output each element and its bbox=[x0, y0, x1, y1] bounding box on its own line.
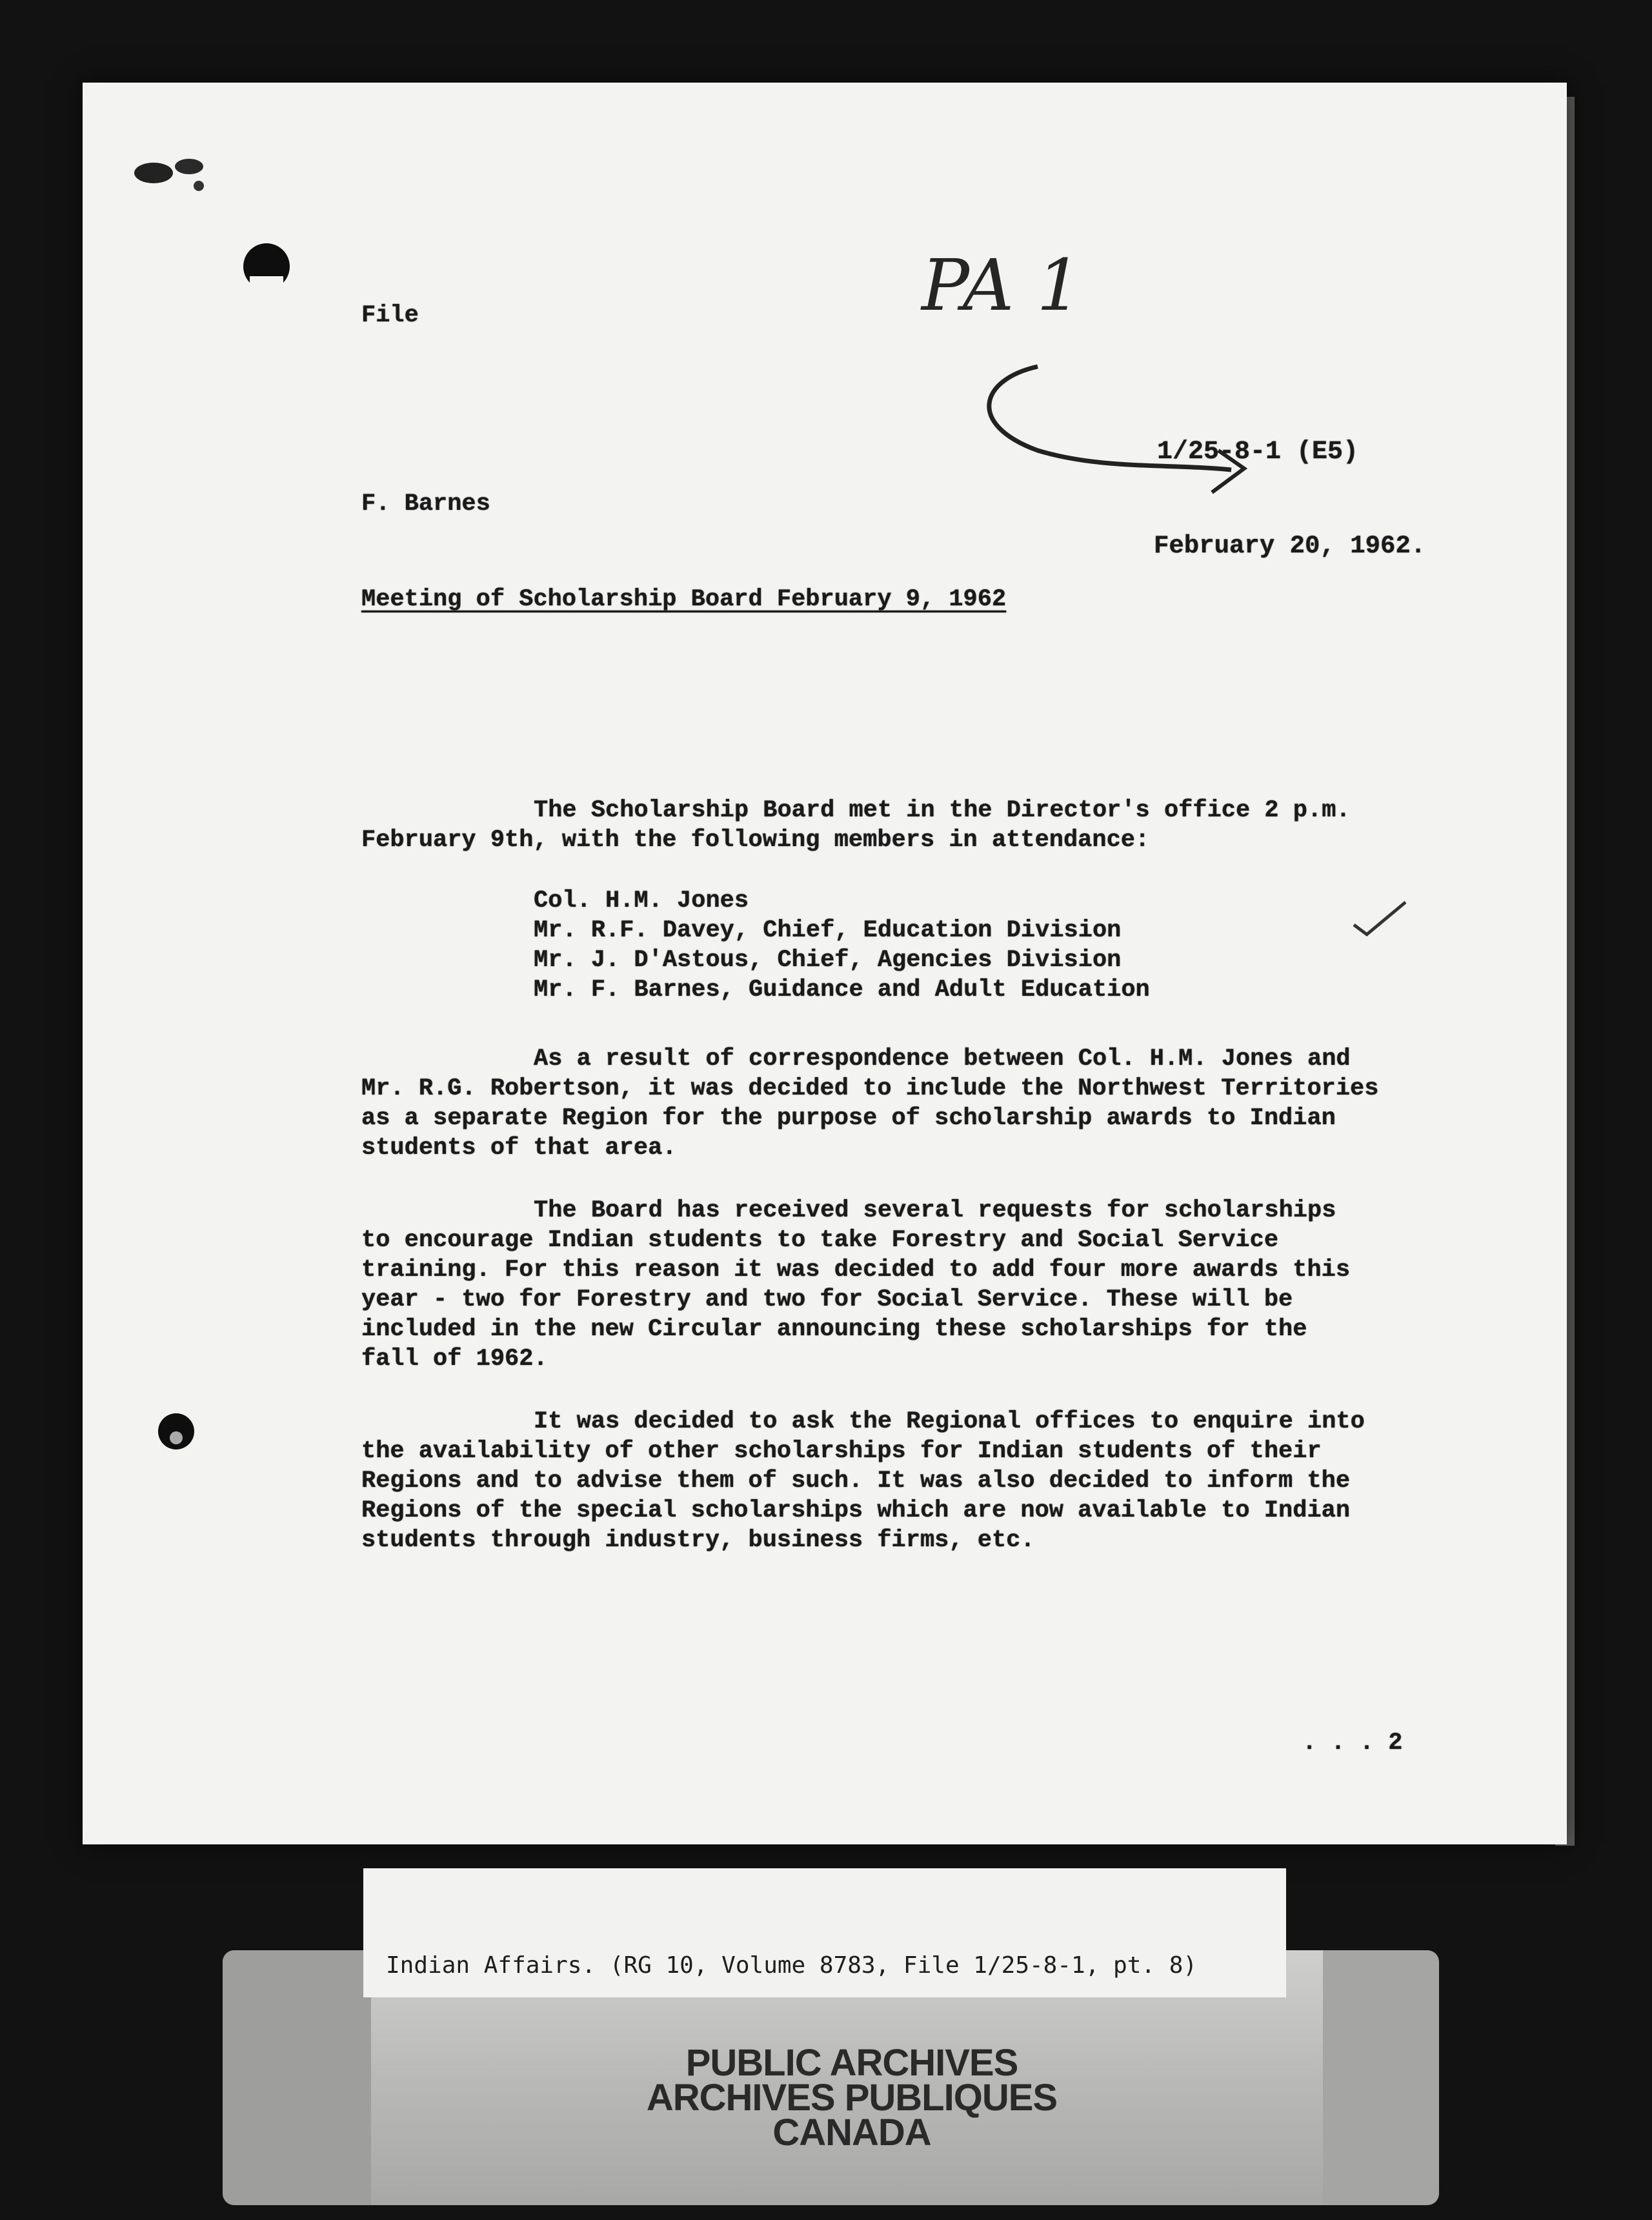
paragraph-3-line: fall of 1962. bbox=[361, 1346, 548, 1373]
memo-page bbox=[83, 83, 1567, 1844]
public-archives-stamp bbox=[581, 2042, 1123, 2154]
paragraph-4-line: Regions and to advise them of such. It was also decided to inform the bbox=[361, 1468, 1351, 1495]
paragraph-2-line: Mr. R.G. Robertson, it was decided to include the Northwest Territories bbox=[361, 1075, 1379, 1102]
archive-citation: Indian Affairs. (RG 10, Volume 8783, File 1/25-8-1, pt. 8) bbox=[386, 1952, 1198, 1979]
punch-hole-middle bbox=[154, 1409, 199, 1454]
stamp-line: ARCHIVES PUBLIQUES bbox=[646, 2077, 1058, 2119]
paragraph-1-line: The Scholarship Board met in the Director's office 2 p.m. bbox=[534, 797, 1351, 824]
handwritten-arrow bbox=[954, 354, 1257, 509]
paragraph-3-line: to encourage Indian students to take Forestry and Social Service bbox=[361, 1227, 1279, 1254]
continuation-marker: . . . 2 bbox=[1302, 1730, 1403, 1757]
handwritten-reference: PA 1 bbox=[922, 244, 1082, 327]
file-number: 1/25-8-1 (E5) bbox=[1157, 438, 1359, 467]
paragraph-4-line: the availability of other scholarships for Indian students of their bbox=[361, 1438, 1322, 1465]
paragraph-3-line: included in the new Circular announcing these scholarships for the bbox=[361, 1316, 1307, 1343]
paragraph-3-line: year - two for Forestry and two for Social Service. These will be bbox=[361, 1286, 1293, 1313]
memo-from: F. Barnes bbox=[361, 490, 490, 518]
paragraph-2-line: As a result of correspondence between Col. H.M. Jones and bbox=[534, 1045, 1351, 1073]
ink-blot-top-left bbox=[128, 147, 212, 199]
paragraph-3 bbox=[361, 1196, 1350, 1374]
paragraph-3-line: The Board has received several requests for scholarships bbox=[534, 1197, 1336, 1224]
memo-to: File bbox=[361, 302, 419, 329]
member-list bbox=[534, 886, 1150, 1005]
paragraph-2 bbox=[361, 1044, 1378, 1163]
paragraph-4-line: It was decided to ask the Regional offices to enquire into bbox=[534, 1408, 1365, 1435]
paragraph-4 bbox=[361, 1407, 1365, 1555]
paragraph-3-line: training. For this reason it was decided to add four more awards this bbox=[361, 1256, 1351, 1284]
paragraph-4-line: Regions of the special scholarships which are now available to Indian bbox=[361, 1497, 1351, 1524]
archive-card-right-tab bbox=[1323, 1950, 1439, 2205]
memo-date: February 20, 1962. bbox=[1154, 532, 1426, 560]
member-item: Col. H.M. Jones bbox=[534, 887, 749, 914]
paragraph-1 bbox=[361, 796, 1351, 855]
punch-hole-top bbox=[241, 237, 292, 302]
paragraph-1-line: February 9th, with the following members in attendance: bbox=[361, 827, 1150, 854]
memo-subject: Meeting of Scholarship Board February 9, 1962 bbox=[361, 586, 1007, 613]
paragraph-4-line: students through industry, business firms, etc. bbox=[361, 1527, 1035, 1554]
archive-card-left-tab bbox=[223, 1950, 371, 2205]
paragraph-2-line: as a separate Region for the purpose of scholarship awards to Indian bbox=[361, 1105, 1336, 1132]
member-item: Mr. J. D'Astous, Chief, Agencies Division bbox=[534, 947, 1122, 974]
member-item: Mr. F. Barnes, Guidance and Adult Education bbox=[534, 976, 1150, 1004]
member-item: Mr. R.F. Davey, Chief, Education Division bbox=[534, 917, 1122, 944]
stamp-line: PUBLIC ARCHIVES bbox=[685, 2042, 1018, 2084]
stamp-line: CANADA bbox=[772, 2112, 931, 2154]
check-mark bbox=[1347, 899, 1412, 944]
paragraph-2-line: students of that area. bbox=[361, 1135, 677, 1162]
